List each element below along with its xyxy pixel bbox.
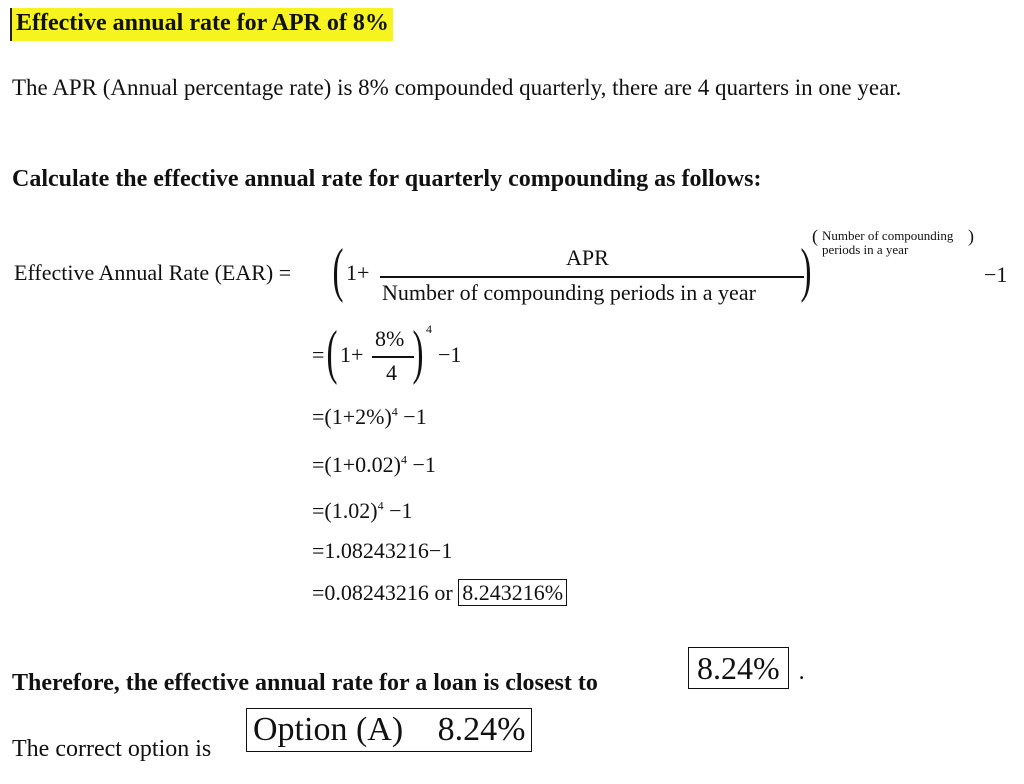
step2-tail: −1	[403, 404, 427, 429]
step1-minus-one: −1	[438, 342, 462, 367]
formula-denominator: Number of compounding periods in a year	[382, 280, 756, 305]
step-5	[312, 538, 452, 564]
conclusion	[12, 670, 598, 697]
formula-left-paren: (	[332, 237, 344, 303]
exponent-right-paren: )	[968, 226, 974, 246]
step4-tail: −1	[389, 498, 413, 523]
step2-exponent: 4	[391, 404, 398, 419]
option-boxed	[246, 708, 532, 752]
step1-numerator: 8%	[375, 326, 405, 351]
correct-option-line	[12, 736, 211, 763]
option-label: Option (A)	[253, 711, 404, 748]
step2-expression: =(1+2%)	[312, 404, 392, 429]
step6-boxed-result: 8.243216%	[458, 579, 567, 606]
correct-option-box	[246, 708, 532, 752]
page-title	[10, 8, 393, 41]
step5-expression: =1.08243216−1	[312, 538, 453, 563]
step1-right-paren: )	[412, 319, 424, 385]
step1-exponent: 4	[426, 322, 432, 336]
formula-one-plus: 1+	[346, 260, 370, 285]
intro-paragraph: The APR (Annual percentage rate) is 8% compounded quarterly, there are 4 quarters in one year.	[12, 75, 902, 100]
step4-expression: =(1.02)	[312, 498, 378, 523]
formula-lhs: Effective Annual Rate (EAR) =	[14, 260, 292, 285]
step-4	[312, 498, 412, 524]
step1-one-plus: 1+	[340, 342, 364, 367]
conclusion-answer	[688, 650, 805, 687]
step1-equals: =	[312, 342, 325, 367]
step3-tail: −1	[412, 452, 436, 477]
step-6	[312, 580, 567, 606]
formula-exponent	[822, 229, 953, 257]
formula-right-paren: )	[800, 237, 812, 303]
formula-numerator: APR	[566, 245, 609, 270]
step1-left-paren: (	[326, 319, 338, 385]
correct-option-text: The correct option is	[12, 736, 212, 762]
step-2	[312, 404, 427, 430]
step-3	[312, 452, 436, 478]
conclusion-boxed-answer: 8.24%	[688, 647, 789, 689]
conclusion-period: .	[798, 659, 805, 685]
step1-fraction-bar	[372, 356, 414, 358]
section-heading: Calculate the effective annual rate for quarterly compounding as follows:	[12, 166, 762, 192]
step6-expression: =0.08243216 or	[312, 580, 453, 605]
exponent-line2: periods in a year	[822, 242, 909, 257]
exponent-line1: Number of compounding	[822, 228, 954, 243]
step1-denominator: 4	[386, 360, 397, 385]
conclusion-text: Therefore, the effective annual rate for a loan is closest to	[12, 670, 598, 696]
exponent-left-paren: (	[812, 226, 818, 246]
option-value: 8.24%	[437, 711, 526, 748]
formula-minus-one: −1	[984, 262, 1008, 287]
step3-expression: =(1+0.02)	[312, 452, 401, 477]
formula-fraction-bar	[380, 276, 804, 278]
step4-exponent: 4	[377, 498, 384, 513]
step3-exponent: 4	[400, 452, 407, 467]
title-text: Effective annual rate for APR of 8%	[16, 10, 389, 36]
